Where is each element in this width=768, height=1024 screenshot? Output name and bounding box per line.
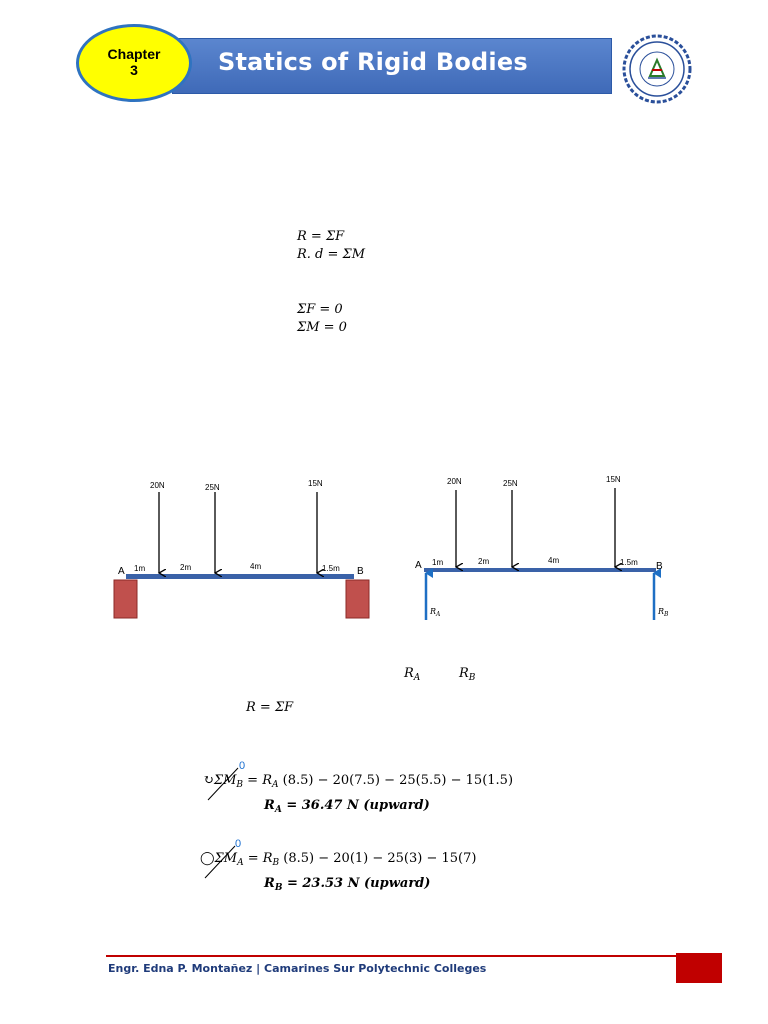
moment-a-equation: $◯\Sigma M_A = R_B$ (8.5) − 20(1) − 25(3) − 15(7) — [200, 851, 477, 868]
force-label: 20N — [150, 481, 165, 490]
reaction-b-label: $R_B$ — [658, 607, 669, 618]
support-a-block — [114, 580, 137, 618]
span-label: 1.5m — [322, 564, 340, 573]
span-label: 1.5m — [620, 558, 638, 567]
support-b-label: B — [357, 566, 364, 577]
span-label: 2m — [180, 563, 192, 572]
footer-rule — [106, 955, 676, 957]
resultant-sum-eq: R = ΣF — [246, 700, 294, 715]
resultant-moment-eq: R. d = ΣM — [297, 247, 366, 262]
zero-marker-b: 0 — [239, 760, 246, 772]
beam-diagram-supports — [112, 472, 370, 624]
equilibrium-moment-eq: ΣM = 0 — [297, 320, 347, 335]
force-label: 15N — [606, 475, 621, 484]
support-a-label: A — [415, 560, 422, 571]
resultant-force-eq: R = ΣF — [297, 229, 345, 244]
span-label: 1m — [134, 564, 146, 573]
force-label: 25N — [503, 479, 518, 488]
force-label: 15N — [308, 479, 323, 488]
force-label: 20N — [447, 477, 462, 486]
support-a-label: A — [118, 566, 125, 577]
beam-diagram-reactions — [410, 470, 676, 624]
span-label: 4m — [548, 556, 560, 565]
unknown-rb: $R_B$ — [459, 666, 476, 683]
unknown-ra: $R_A$ — [404, 666, 421, 683]
chapter-label: Chapter — [107, 46, 161, 62]
ra-result: $R_A = 36.47$ N (upward) — [264, 798, 430, 815]
span-label: 4m — [250, 562, 262, 571]
beam — [126, 574, 354, 579]
span-label: 2m — [478, 557, 490, 566]
equilibrium-force-eq: ΣF = 0 — [297, 302, 343, 317]
zero-marker-a: 0 — [235, 838, 242, 850]
footer-credit: Engr. Edna P. Montañez | Camarines Sur Polytechnic Colleges — [108, 962, 487, 975]
chapter-number: 3 — [130, 62, 138, 78]
force-label: 25N — [205, 483, 220, 492]
rb-result: $R_B = 23.53$ N (upward) — [264, 876, 431, 893]
span-label: 1m — [432, 558, 444, 567]
support-b-label: B — [656, 561, 663, 572]
moment-b-equation: $↻\Sigma M_B = R_A$ (8.5) − 20(7.5) − 25(5.5) − 15(1.5) — [203, 773, 514, 790]
reaction-a-label: $R_A$ — [430, 607, 441, 618]
support-b-block — [346, 580, 369, 618]
footer-page-box — [676, 953, 722, 983]
college-seal-logo — [622, 34, 692, 104]
beam — [424, 568, 656, 572]
page-title: Statics of Rigid Bodies — [218, 48, 528, 76]
chapter-badge — [76, 24, 192, 102]
